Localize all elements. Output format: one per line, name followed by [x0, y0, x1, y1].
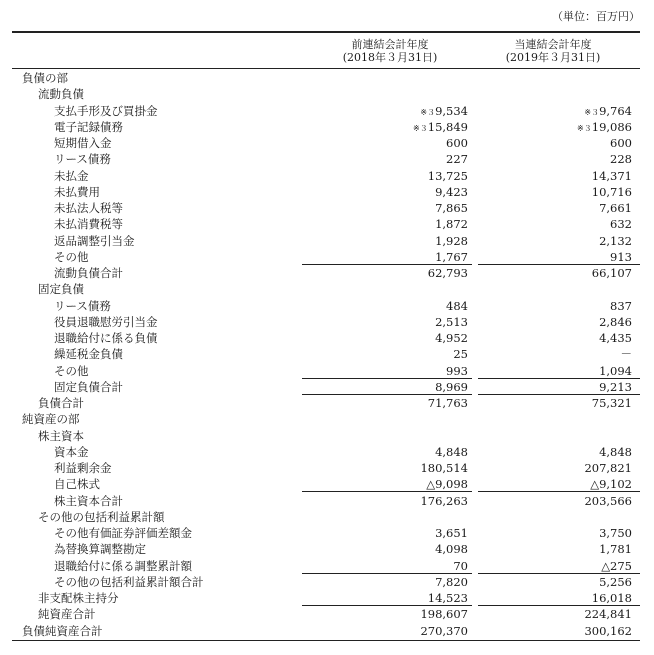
row-label: 資本金: [54, 444, 89, 459]
row-label: 自己株式: [54, 477, 100, 492]
prev-amount: △9,098: [426, 477, 468, 492]
curr-amount: 7,661: [599, 201, 632, 215]
curr-note-mark: ※３: [584, 107, 600, 117]
curr-amount: 600: [610, 136, 632, 150]
prev-value: [308, 363, 468, 379]
prev-value: [308, 151, 468, 167]
row-label: 純資産合計: [38, 607, 96, 622]
table-row: [0, 233, 654, 249]
row-label: 負債合計: [38, 396, 84, 410]
prev-note-mark: ※３: [420, 107, 436, 117]
curr-value: [472, 558, 632, 574]
table-row: [0, 298, 654, 314]
prev-amount: 180,514: [420, 461, 468, 475]
row-label: その他の包括利益累計額合計: [54, 574, 204, 589]
prev-value: [308, 541, 468, 557]
table-row: [0, 314, 654, 330]
row-label: 未払費用: [54, 184, 100, 199]
prev-amount: 71,763: [427, 396, 468, 410]
row-label: 固定負債合計: [54, 379, 123, 394]
prev-amount: 4,952: [435, 331, 468, 345]
table-row: [0, 444, 654, 460]
curr-value: [472, 623, 632, 639]
prev-value: [308, 460, 468, 476]
table-row: [0, 168, 654, 184]
prev-value: [308, 265, 468, 281]
prev-amount: 198,607: [420, 607, 468, 622]
table-row: [0, 574, 654, 590]
prev-amount: 227: [446, 152, 468, 167]
table-row: [0, 541, 654, 557]
curr-value: [472, 363, 632, 379]
curr-amount: 228: [610, 152, 632, 167]
curr-amount: 913: [610, 249, 632, 264]
unit-label: （単位：百万円）: [552, 10, 640, 23]
table-row: [0, 86, 654, 102]
prev-value: [308, 574, 468, 590]
prev-value: [308, 590, 468, 606]
row-label: 非支配株主持分: [38, 591, 119, 605]
prev-value: [308, 298, 468, 314]
prev-value: [308, 476, 468, 492]
curr-amount: 4,435: [599, 331, 632, 345]
row-label: 支払手形及び買掛金: [54, 103, 158, 118]
table-row: [0, 379, 654, 395]
curr-amount: 14,371: [591, 168, 632, 183]
prev-value: [308, 558, 468, 574]
curr-amount: 837: [610, 298, 632, 313]
curr-amount: 10,716: [591, 184, 632, 199]
curr-note-mark: ※３: [577, 123, 592, 133]
row-label: 負債の部: [22, 71, 68, 85]
table-row: [0, 103, 654, 119]
curr-value: [472, 379, 632, 395]
prev-amount: 9,423: [435, 184, 468, 199]
curr-amount: 203,566: [584, 493, 632, 508]
header-rule: [12, 68, 640, 69]
row-label: 返品調整引当金: [54, 233, 135, 248]
header-curr-period: [478, 38, 628, 64]
prev-value: [308, 346, 468, 362]
prev-amount: 14,523: [427, 591, 468, 605]
row-label: 株主資本合計: [54, 493, 123, 508]
curr-amount: 224,841: [584, 607, 632, 622]
row-label: 流動負債合計: [54, 266, 123, 280]
table-row: [0, 330, 654, 346]
prev-value: [308, 395, 468, 411]
curr-amount: 300,162: [584, 623, 632, 638]
row-label: その他: [54, 249, 89, 264]
table-row: [0, 363, 654, 379]
prev-value: [308, 216, 468, 232]
table-row: [0, 216, 654, 232]
prev-value: [308, 135, 468, 151]
header-curr-title: 当連結会計年度: [514, 38, 592, 51]
curr-value: [472, 493, 632, 509]
curr-value: [472, 590, 632, 606]
row-label: 流動負債: [38, 87, 84, 102]
curr-value: [472, 233, 632, 249]
curr-amount: 9,764: [599, 103, 632, 118]
table-row: [0, 151, 654, 167]
prev-amount: 8,969: [435, 379, 468, 394]
curr-value: [472, 346, 632, 362]
curr-amount: 19,086: [591, 119, 632, 134]
prev-value: [308, 623, 468, 639]
row-label: 繰延税金負債: [54, 347, 123, 362]
row-label: リース債務: [54, 152, 111, 167]
row-label: 純資産の部: [22, 412, 80, 427]
row-label: 未払金: [54, 168, 89, 183]
prev-amount: 3,651: [435, 526, 468, 540]
curr-value: [472, 460, 632, 476]
row-label: 役員退職慰労引当金: [54, 314, 158, 329]
curr-value: [472, 168, 632, 184]
row-label: 利益剰余金: [54, 461, 112, 475]
row-label: 退職給付に係る調整累計額: [54, 558, 192, 573]
table-row: [0, 281, 654, 297]
prev-value: [308, 525, 468, 541]
curr-amount: －: [620, 347, 632, 362]
prev-amount: 484: [446, 298, 468, 313]
row-label: その他: [54, 363, 89, 378]
prev-value: [308, 493, 468, 509]
prev-amount: 2,513: [435, 314, 468, 329]
row-label: 未払法人税等: [54, 201, 123, 215]
table-row: [0, 509, 654, 525]
table-row: [0, 135, 654, 151]
table-row: [0, 476, 654, 492]
curr-value: [472, 444, 632, 460]
row-label: 電子記録債務: [54, 119, 123, 134]
table-row: [0, 395, 654, 411]
row-label: 為替換算調整勘定: [54, 542, 146, 557]
row-label: リース債務: [54, 298, 111, 313]
table-row: [0, 606, 654, 622]
row-label: 未払消費税等: [54, 217, 123, 232]
curr-amount: 2,132: [599, 233, 632, 248]
curr-value: [472, 298, 632, 314]
curr-amount: 1,781: [599, 542, 632, 557]
prev-value: [308, 200, 468, 216]
table-row: [0, 623, 654, 639]
prev-amount: 1,767: [435, 249, 468, 264]
curr-value: [472, 525, 632, 541]
balance-sheet-table: [0, 70, 654, 639]
prev-amount: 7,820: [435, 574, 468, 589]
prev-note-mark: ※３: [413, 123, 428, 133]
curr-amount: △9,102: [590, 477, 632, 492]
table-row: [0, 590, 654, 606]
table-row: [0, 428, 654, 444]
table-row: [0, 346, 654, 362]
table-row: [0, 184, 654, 200]
table-bottom-rule: [12, 640, 640, 641]
curr-value: [472, 330, 632, 346]
header-prev-title: 前連結会計年度: [351, 38, 429, 51]
prev-amount: 62,793: [427, 266, 468, 280]
prev-value: [308, 249, 468, 265]
curr-amount: 207,821: [584, 461, 632, 475]
curr-value: [472, 395, 632, 411]
curr-amount: 2,846: [599, 314, 632, 329]
row-label: 株主資本: [38, 428, 84, 443]
prev-value: [308, 233, 468, 249]
curr-value: [472, 135, 632, 151]
prev-amount: 600: [446, 136, 468, 150]
prev-amount: 4,098: [435, 542, 468, 557]
prev-amount: 176,263: [420, 493, 468, 508]
prev-amount: 270,370: [420, 623, 468, 638]
table-row: [0, 200, 654, 216]
table-row: [0, 249, 654, 265]
prev-value: [308, 606, 468, 622]
prev-value: [308, 330, 468, 346]
row-label: その他有価証券評価差額金: [54, 526, 192, 540]
table-row: [0, 411, 654, 427]
curr-value: [472, 184, 632, 200]
table-row: [0, 70, 654, 86]
curr-amount: 632: [610, 217, 632, 232]
curr-amount: 16,018: [591, 591, 632, 605]
prev-amount: 15,849: [427, 119, 468, 134]
curr-value: [472, 216, 632, 232]
curr-value: [472, 541, 632, 557]
prev-amount: 13,725: [427, 168, 468, 183]
prev-value: [308, 168, 468, 184]
prev-value: [308, 314, 468, 330]
curr-amount: △275: [601, 558, 632, 573]
curr-amount: 4,848: [599, 444, 632, 459]
curr-amount: 1,094: [599, 363, 632, 378]
curr-value: [472, 265, 632, 281]
row-label: 退職給付に係る負債: [54, 331, 158, 345]
curr-amount: 5,256: [599, 574, 632, 589]
row-label: 短期借入金: [54, 136, 112, 150]
row-label: その他の包括利益累計額: [38, 509, 165, 524]
table-top-rule: [12, 31, 640, 33]
table-row: [0, 525, 654, 541]
header-prev-period: [315, 38, 465, 64]
table-row: [0, 558, 654, 574]
curr-value: [472, 574, 632, 590]
prev-amount: 1,872: [435, 217, 468, 232]
curr-value: [472, 606, 632, 622]
curr-value: [472, 476, 632, 492]
curr-amount: 75,321: [591, 396, 632, 410]
prev-amount: 993: [446, 363, 468, 378]
curr-amount: 66,107: [591, 266, 632, 280]
row-label: 負債純資産合計: [22, 623, 103, 638]
table-row: [0, 460, 654, 476]
row-label: 固定負債: [38, 282, 84, 297]
curr-value: [472, 151, 632, 167]
prev-amount: 70: [453, 558, 468, 573]
prev-value: [308, 444, 468, 460]
prev-amount: 4,848: [435, 444, 468, 459]
curr-value: [472, 200, 632, 216]
prev-amount: 9,534: [435, 103, 468, 118]
curr-amount: 3,750: [599, 526, 632, 540]
prev-amount: 7,865: [435, 201, 468, 215]
prev-amount: 1,928: [435, 233, 468, 248]
prev-value: [308, 379, 468, 395]
prev-amount: 25: [453, 347, 468, 362]
table-row: [0, 265, 654, 281]
prev-value: [308, 184, 468, 200]
header-curr-date: (2019年３月31日): [505, 51, 601, 64]
curr-amount: 9,213: [599, 379, 632, 394]
curr-value: [472, 314, 632, 330]
header-prev-date: (2018年３月31日): [342, 51, 438, 64]
curr-value: [472, 249, 632, 265]
table-row: [0, 493, 654, 509]
table-row: [0, 119, 654, 135]
